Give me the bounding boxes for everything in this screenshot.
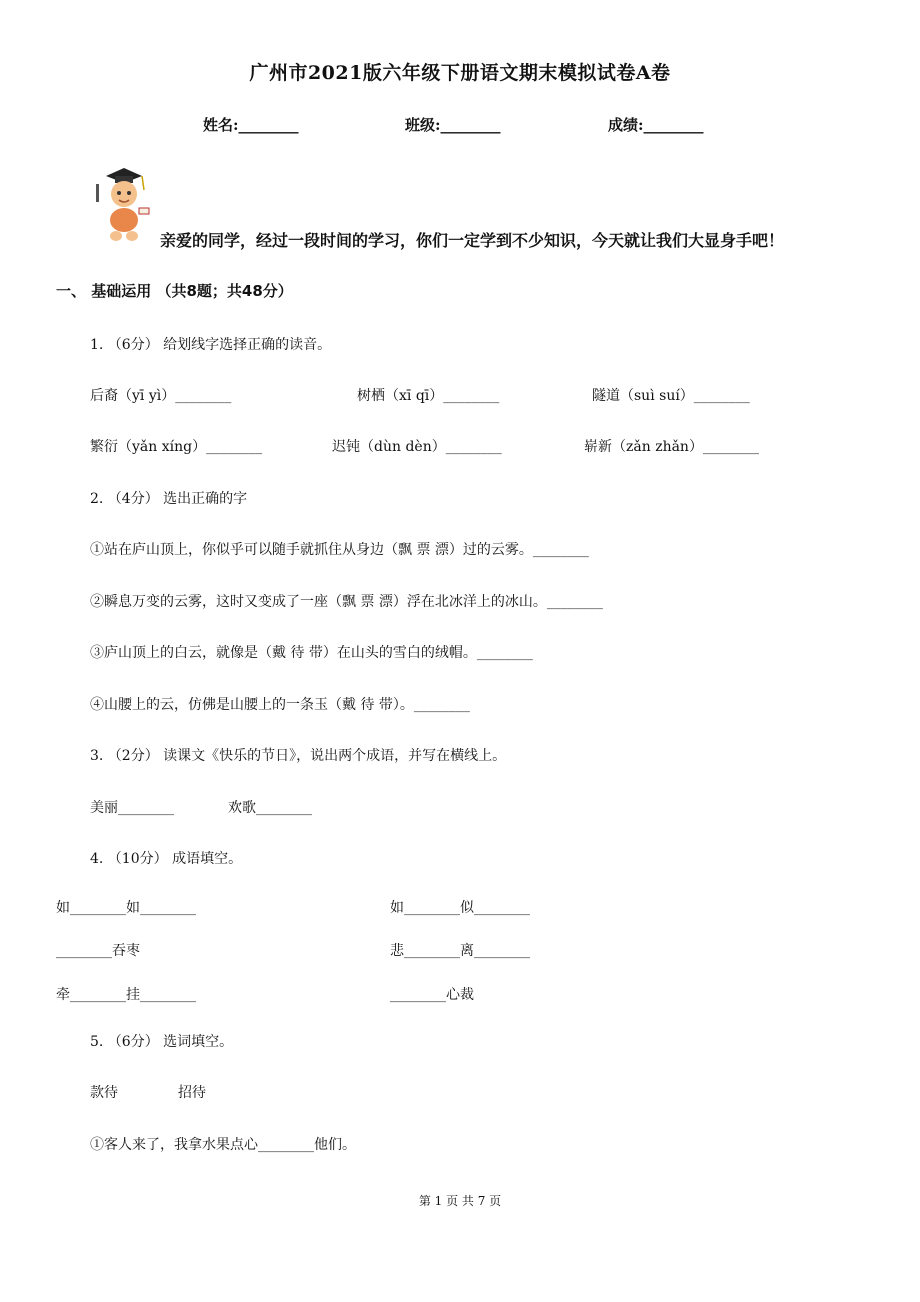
page-footer: 第 1 页 共 7 页 <box>418 1194 502 1208</box>
q1-item: 迟钝（dùn dèn）________ <box>332 439 502 455</box>
q1-item: 树栖（xī qī）________ <box>357 388 500 404</box>
q5-word: 款待 <box>90 1085 118 1101</box>
question-5-heading: 5. （6分） 选词填空。 <box>90 1034 234 1050</box>
question-4-heading: 4. （10分） 成语填空。 <box>90 851 243 867</box>
q5-word: 招待 <box>178 1085 206 1101</box>
q1-item: 繁衍（yǎn xíng）________ <box>90 439 263 455</box>
q5-item: ①客人来了，我拿水果点心________他们。 <box>90 1137 356 1153</box>
score-field-label: 成绩:________ <box>608 116 704 134</box>
q2-item: ④山腰上的云，仿佛是山腰上的一条玉（戴 待 带）。________ <box>90 697 470 713</box>
q2-item: ②瞬息万变的云雾，这时又变成了一座（飘 票 漂）浮在北冰洋上的冰山。________ <box>90 594 603 610</box>
q1-item: 崭新（zǎn zhǎn）________ <box>584 439 759 455</box>
q4-item: ________心裁 <box>390 987 474 1003</box>
q1-item: 后裔（yī yì）________ <box>90 388 232 404</box>
student-mascot-icon <box>84 162 154 246</box>
q3-item: 美丽________ <box>90 800 174 816</box>
class-field-label: 班级:________ <box>405 116 501 134</box>
section-heading: 一、 基础运用 （共8题；共48分） <box>56 282 293 300</box>
question-3-heading: 3. （2分） 读课文《快乐的节日》，说出两个成语，并写在横线上。 <box>90 748 507 764</box>
q4-item: 如________如________ <box>56 900 196 916</box>
greeting-text: 亲爱的同学，经过一段时间的学习，你们一定学到不少知识，今天就让我们大显身手吧！ <box>160 231 785 250</box>
q3-item: 欢歌________ <box>228 800 312 816</box>
name-field-label: 姓名:________ <box>203 116 299 134</box>
q4-item: 悲________离________ <box>390 943 530 959</box>
q4-item: 牵________挂________ <box>56 987 196 1003</box>
q1-item: 隧道（suì suí）________ <box>592 388 750 404</box>
q2-item: ③庐山顶上的白云，就像是（戴 待 带）在山头的雪白的绒帽。________ <box>90 645 533 661</box>
page-title: 广州市2021版六年级下册语文期末模拟试卷A卷 <box>249 62 671 84</box>
question-1-heading: 1. （6分） 给划线字选择正确的读音。 <box>90 337 332 353</box>
question-2-heading: 2. （4分） 选出正确的字 <box>90 491 248 507</box>
q2-item: ①站在庐山顶上，你似乎可以随手就抓住从身边（飘 票 漂）过的云雾。________ <box>90 542 589 558</box>
q4-item: 如________似________ <box>390 900 530 916</box>
q4-item: ________吞枣 <box>56 943 140 959</box>
